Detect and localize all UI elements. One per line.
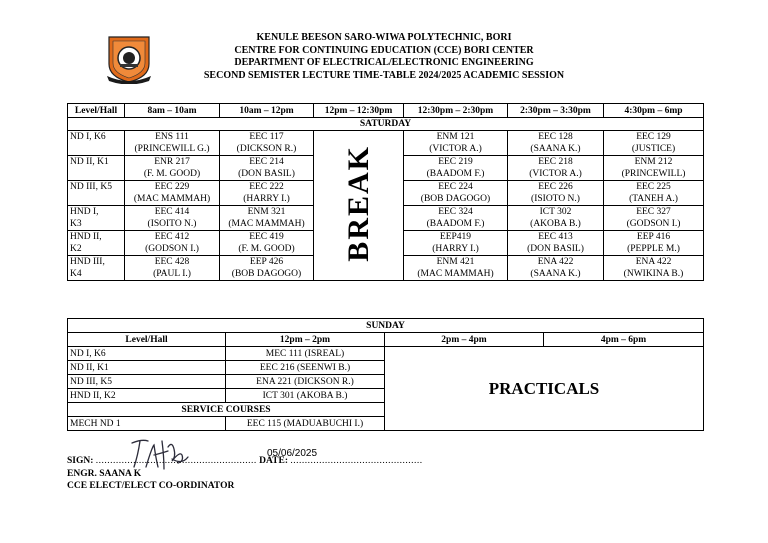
course-code: EEC 414 bbox=[154, 207, 190, 217]
course-code: ICT 302 bbox=[539, 207, 572, 217]
level-cell bbox=[68, 256, 125, 281]
level-name: ND I, K6 bbox=[70, 132, 106, 142]
course-cell: MEC 111 (ISREAL) bbox=[226, 347, 385, 361]
column-header: 4pm – 6pm bbox=[544, 333, 704, 347]
service-courses-label: SERVICE COURSES bbox=[68, 403, 385, 417]
course-code: EEC 229 bbox=[154, 182, 190, 192]
course-cell bbox=[604, 131, 704, 156]
course-code: EEC 117 bbox=[249, 132, 284, 142]
lecturer-name: (DON BASIL) bbox=[238, 169, 295, 179]
lecturer-name: (PEPPLE M.) bbox=[627, 244, 680, 254]
table-row bbox=[68, 131, 704, 156]
lecturer-name: (PRINCEWILL G.) bbox=[134, 144, 210, 154]
hall-name bbox=[70, 193, 124, 205]
course-cell bbox=[508, 181, 604, 206]
level-cell: ND II, K1 bbox=[68, 361, 226, 375]
lecturer-name: (AKOBA B.) bbox=[530, 219, 581, 229]
course-code: EEC 128 bbox=[538, 132, 573, 142]
course-cell bbox=[604, 206, 704, 231]
lecturer-name: (PRINCEWILL) bbox=[621, 169, 686, 179]
course-cell bbox=[604, 256, 704, 281]
course-cell bbox=[220, 256, 314, 281]
saturday-header-row bbox=[68, 104, 704, 118]
lecturer-name: (MAC MAMMAH) bbox=[228, 219, 305, 229]
level-cell: ND III, K5 bbox=[68, 375, 226, 389]
practicals-label: PRACTICALS bbox=[385, 347, 704, 431]
course-cell bbox=[125, 156, 220, 181]
course-code: EEC 214 bbox=[249, 157, 284, 167]
course-cell: ENA 221 (DICKSON R.) bbox=[226, 375, 385, 389]
course-cell bbox=[125, 131, 220, 156]
course-cell bbox=[404, 181, 508, 206]
date-label: DATE: bbox=[259, 456, 289, 466]
course-code: ENM 421 bbox=[436, 257, 475, 267]
course-cell bbox=[404, 156, 508, 181]
course-cell bbox=[404, 206, 508, 231]
signatory-name: ENGR. SAANA K bbox=[67, 468, 142, 479]
course-code: ENM 321 bbox=[247, 207, 286, 217]
hall-name bbox=[70, 168, 124, 180]
course-cell bbox=[220, 206, 314, 231]
level-cell bbox=[68, 131, 125, 156]
document-header bbox=[150, 32, 618, 82]
course-cell: EEC 216 (SEENWI B.) bbox=[226, 361, 385, 375]
course-cell bbox=[508, 131, 604, 156]
column-header: 12pm – 12:30pm bbox=[314, 104, 404, 118]
sign-label: SIGN: bbox=[67, 456, 94, 466]
level-name: HND I, bbox=[70, 207, 99, 217]
course-code: ENA 422 bbox=[635, 257, 672, 267]
level-cell bbox=[68, 231, 125, 256]
course-code: EEC 428 bbox=[154, 257, 190, 267]
lecturer-name: (BOB DAGOGO) bbox=[231, 269, 302, 279]
column-header: 2pm – 4pm bbox=[385, 333, 544, 347]
column-header: 12pm – 2pm bbox=[226, 333, 385, 347]
course-code: EEC 327 bbox=[636, 207, 671, 217]
column-header: 10am – 12pm bbox=[220, 104, 314, 118]
lecturer-name: (SAANA K.) bbox=[530, 269, 581, 279]
level-name: HND III, bbox=[70, 257, 105, 267]
course-cell bbox=[125, 256, 220, 281]
lecturer-name: (BAADOM F.) bbox=[426, 169, 485, 179]
course-cell bbox=[404, 131, 508, 156]
institution-name: KENULE BEESON SARO-WIWA POLYTECHNIC, BORI bbox=[256, 32, 512, 43]
hall-name: K4 bbox=[70, 269, 82, 279]
lecturer-name: (NWIKINA B.) bbox=[623, 269, 684, 279]
lecturer-name: (ISIOTO N.) bbox=[531, 194, 580, 204]
course-cell: ICT 301 (AKOBA B.) bbox=[226, 389, 385, 403]
lecturer-name: (F. M. GOOD) bbox=[238, 244, 295, 254]
course-cell bbox=[604, 156, 704, 181]
lecturer-name: (HARRY I.) bbox=[243, 194, 290, 204]
course-cell bbox=[125, 181, 220, 206]
lecturer-name: (PAUL I.) bbox=[153, 269, 191, 279]
course-code: EEC 224 bbox=[438, 182, 473, 192]
break-label: BREAK bbox=[341, 145, 375, 262]
course-code: EEC 419 bbox=[249, 232, 284, 242]
course-code: EEC 222 bbox=[249, 182, 284, 192]
signature-block: SIGN: ........................................................ DATE: .............................................. ENGR. SAANA K CCE ELECT/ELECT CO-ORDINATOR bbox=[67, 456, 423, 491]
lecturer-name: (VICTOR A.) bbox=[529, 169, 582, 179]
lecturer-name: (DON BASIL) bbox=[527, 244, 584, 254]
lecturer-name: (MAC MAMMAH) bbox=[133, 194, 211, 204]
course-code: EEP 416 bbox=[636, 232, 671, 242]
polytechnic-logo bbox=[103, 34, 155, 84]
course-code: EEP419 bbox=[439, 232, 472, 242]
course-cell bbox=[604, 181, 704, 206]
course-cell bbox=[125, 231, 220, 256]
course-cell bbox=[220, 181, 314, 206]
course-cell bbox=[404, 256, 508, 281]
course-cell bbox=[508, 206, 604, 231]
hall-name: K2 bbox=[70, 244, 82, 254]
level-cell: HND II, K2 bbox=[68, 389, 226, 403]
course-cell bbox=[220, 156, 314, 181]
timetable-title: SECOND SEMISTER LECTURE TIME-TABLE 2024/2025 ACADEMIC SESSION bbox=[203, 69, 565, 81]
lecturer-name: (MAC MAMMAH) bbox=[417, 269, 494, 279]
table-row bbox=[68, 347, 704, 361]
course-code: EEP 426 bbox=[249, 257, 284, 267]
lecturer-name: (SAANA K.) bbox=[530, 144, 581, 154]
lecturer-name: (GODSON I.) bbox=[145, 244, 199, 254]
course-code: EEC 129 bbox=[636, 132, 671, 142]
department-name: DEPARTMENT OF ELECTRICAL/ELECTRONIC ENGINEERING bbox=[234, 57, 534, 68]
course-cell bbox=[220, 131, 314, 156]
course-code: EEC 413 bbox=[538, 232, 573, 242]
lecturer-name: (DICKSON R.) bbox=[236, 144, 297, 154]
sunday-header-row bbox=[68, 333, 704, 347]
course-cell bbox=[508, 231, 604, 256]
course-code: EEC 218 bbox=[538, 157, 573, 167]
level-cell: ND I, K6 bbox=[68, 347, 226, 361]
course-cell bbox=[125, 206, 220, 231]
column-header: 2:30pm – 3:30pm bbox=[508, 104, 604, 118]
lecturer-name: (JUSTICE) bbox=[631, 144, 676, 154]
level-cell bbox=[68, 181, 125, 206]
level-name: ND II, K1 bbox=[70, 157, 109, 167]
course-cell bbox=[220, 231, 314, 256]
course-code: ENM 212 bbox=[634, 157, 673, 167]
course-code: ENR 217 bbox=[154, 157, 190, 167]
day-label-saturday: SATURDAY bbox=[68, 118, 704, 131]
signatory-role: CCE ELECT/ELECT CO-ORDINATOR bbox=[67, 481, 235, 491]
hall-name bbox=[70, 143, 124, 155]
day-label-sunday: SUNDAY bbox=[68, 319, 704, 333]
course-cell bbox=[508, 256, 604, 281]
level-cell: MECH ND 1 bbox=[68, 417, 226, 431]
course-code: EEC 219 bbox=[438, 157, 473, 167]
course-code: EEC 226 bbox=[538, 182, 573, 192]
lecturer-name: (BOB DAGOGO) bbox=[420, 194, 491, 204]
column-header: 8am – 10am bbox=[125, 104, 220, 118]
column-header: Level/Hall bbox=[68, 333, 226, 347]
level-name: ND III, K5 bbox=[70, 182, 112, 192]
date-value: 05/06/2025 bbox=[267, 448, 318, 459]
lecturer-name: (ISOITO N.) bbox=[147, 219, 197, 229]
lecturer-name: (F. M. GOOD) bbox=[143, 169, 201, 179]
course-code: EEC 412 bbox=[154, 232, 190, 242]
column-header: 4:30pm – 6mp bbox=[604, 104, 704, 118]
lecturer-name: (TANEH A.) bbox=[629, 194, 678, 204]
break-column bbox=[314, 131, 404, 281]
level-name: HND II, bbox=[70, 232, 102, 242]
course-cell bbox=[604, 231, 704, 256]
lecturer-name: (HARRY I.) bbox=[432, 244, 479, 254]
saturday-timetable bbox=[67, 103, 704, 281]
sunday-timetable bbox=[67, 318, 704, 431]
course-code: ENM 121 bbox=[436, 132, 475, 142]
course-cell bbox=[508, 156, 604, 181]
course-code: EEC 225 bbox=[636, 182, 671, 192]
level-cell bbox=[68, 206, 125, 231]
course-code: ENA 422 bbox=[537, 257, 574, 267]
column-header: Level/Hall bbox=[68, 104, 125, 118]
course-code: EEC 324 bbox=[438, 207, 473, 217]
course-code: ENS 111 bbox=[155, 132, 189, 142]
course-cell bbox=[404, 231, 508, 256]
lecturer-name: (GODSON I.) bbox=[626, 219, 681, 229]
course-cell: EEC 115 (MADUABUCHI I.) bbox=[226, 417, 385, 431]
level-cell bbox=[68, 156, 125, 181]
hall-name: K3 bbox=[70, 219, 82, 229]
lecturer-name: (BAADOM F.) bbox=[426, 219, 485, 229]
column-header: 12:30pm – 2:30pm bbox=[404, 104, 508, 118]
lecturer-name: (VICTOR A.) bbox=[429, 144, 482, 154]
centre-name: CENTRE FOR CONTINUING EDUCATION (CCE) BORI CENTER bbox=[234, 44, 534, 56]
